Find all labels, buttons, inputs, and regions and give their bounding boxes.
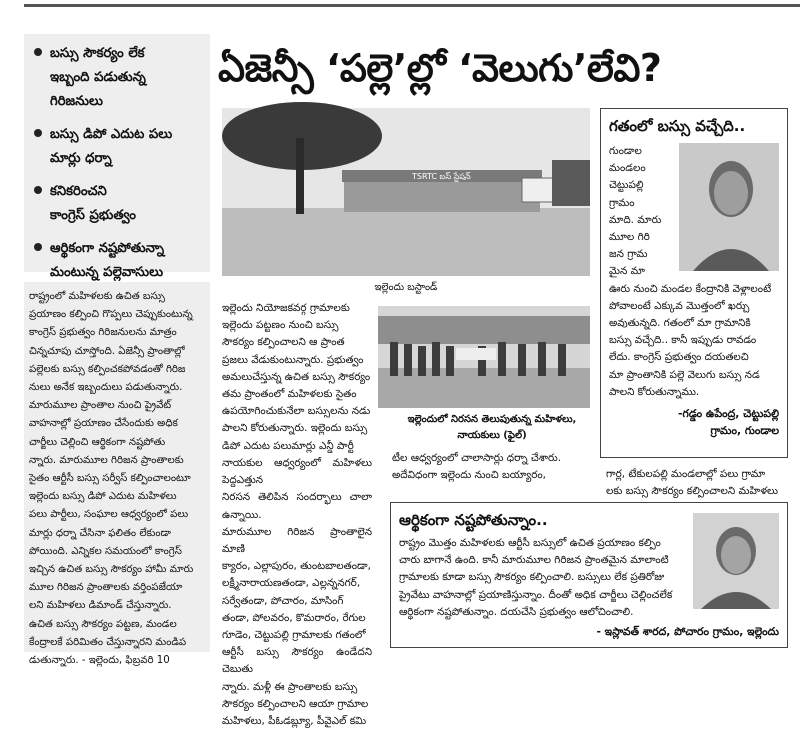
bus-stand-photo — [222, 108, 590, 276]
left-column-text: రాష్ట్రంలో మహిళలకు ఉచిత బస్సు ప్రయాణం కల్పించి గొప్పలు చెప్పుకుంటున్న కాంగ్రెస్ ప్రభుత్వం గిరిజనులను మాత్రం చిన్నచూపు చూస్తోంది. ఏజెన్సీ ప్రాంతాల్లో పల్లెలకు బస్సు కల్పించకపోవడంతో గిరిజ నులు అనేక ఇబ్బందులు పడుతున్నారు. మారుమూల ప్రాంతాల నుంచి ప్రైవేట్ వాహనాల్లో ప్రయాణం చేసేందుకు అధిక చార్జీలు చెల్లించి ఆర్థికంగా నష్టపోతు న్నారు. మారుమూల గిరిజన ప్రాంతాలకు సైతం ఆర్టీసీ బస్సు సర్వీస్ కల్పించాలంటూ ఇల్లెందు బస్సు డిపో ఎదుట మహిళలు పలు పార్టీలు, సంఘాల ఆధ్వర్యంలో పలు మార్లు ధర్నా చేసినా ఫలితం లేకుండా పోయింది. ఎన్నికల సమయంలో కాంగ్రెస్ ఇచ్చిన ఉచిత బస్సు సౌకర్యం హామీ మారు మూల గిరిజన ప్రాంతాలకు వర్తింపజేయా లని మహిళలు డిమాండ్ చేస్తున్నారు. ఉచిత బస్సు సౌకర్యం పట్టణ, మండల కేంద్రాలకే పరిమితం చేస్తున్నారని మండిప డుతున్నారు. - ఇల్లెందు, ఫిబ్రవరి 10 — [24, 282, 210, 652]
middle-column-bottom: నాయకుల ఆధ్వర్యంలో మహిళలు పెద్దఎత్తున నిరసన తెలిపిన సందర్భాలు చాలా ఉన్నాయి. మారుమూల గిరిజన ప్రాంతాలైన మాణి క్యారం, ఎల్లాపురం, తుంటబాలతండా, లక్ష్మీనారాయణతండా, ఎల్లన్ననగర్, సర్వేతండా, పోచారం, మాసింగ్ తండా, పోలవరం, కొమరారం, రేగుల గూడెం, చెట్టుపల్లి గ్రామాలకు గతంలో ఆర్టీసీ బస్సు సౌకర్యం ఉండేదని చెబుతు న్నారు. మళ్లీ ఈ ప్రాంతాలకు బస్సు సౌకర్యం కల్పించాలని ఆయా గ్రామాల మహిళలు, పీఓడబ్ల్యూ, పీవైఎల్ కమి — [222, 457, 372, 728]
box2-body: రాష్ట్రం మొత్తం మహిళలకు ఆర్టీసీ బస్సులో ఉచిత ప్రయాణం కల్పిం చారు బాగానే ఉంది. కానీ మారుమూల గిరిజన ప్రాంతమైన మాలాంటి గ్రామాలకు కూడా బస్సు సౌకర్యం కల్పించాలి. బస్సులు లేక ప్రతిరోజు ప్రైవేటు వాహనాల్లో ప్రయాణిస్తున్నాం. దీంతో అధిక చార్జీలు చెల్లించలేక ఆర్థికంగా నష్టపోతున్నాం. దయచేసి ప్రభుత్వం ఆలోచించాలి. — [399, 537, 673, 618]
right-continuation: గార్ల, టేకులపల్లి మండలాల్లో పలు గ్రామా లకు బస్సు సౌకర్యం కల్పించాలని మహిళలు — [606, 468, 778, 498]
box1-title: గతంలో బస్సు వచ్చేది.. — [609, 117, 746, 135]
box2-title: ఆర్థికంగా నష్టపోతున్నాం.. — [399, 511, 548, 529]
bullet-dot-icon — [34, 243, 42, 251]
portrait-sharada — [693, 513, 779, 609]
quote-box-upendra — [600, 108, 788, 458]
bullet-item: బస్సు డిపో ఎదుట పలు మార్లు ధర్నా — [34, 123, 204, 171]
bullet-item: కనికరించని కాంగ్రెస్ ప్రభుత్వం — [34, 180, 204, 228]
photo2-caption: ఇల్లెందులో నిరసన తెలుపుతున్న మహిళలు, నాయకులు (ఫైల్) — [407, 414, 577, 441]
box1-wrap-text: గుండాల మండలం చెట్టుపల్లి గ్రామం మాది. మారు మూల గిరి జన గ్రామ మైన మా — [609, 145, 662, 278]
bus-stand-sign: TSRTC బస్ స్టేషన్ — [412, 172, 471, 181]
bullet-summary — [24, 34, 210, 280]
bullet-dot-icon — [34, 48, 42, 56]
protest-photo — [378, 306, 590, 408]
bullet-dot-icon — [34, 186, 42, 194]
bullet-item: బస్సు సౌకర్యం లేక ఇబ్బంది పడుతున్న గిరిజనులు — [34, 42, 204, 114]
photo1-caption: ఇల్లెందు బస్టాండ్ — [374, 282, 438, 293]
box1-body: ఊరు నుంచి మండల కేంద్రానికి వెళ్లాలంటే పోవాలంటే ఎక్కువ మొత్తంలో ఖర్చు అవుతున్నది. గతంలో మా గ్రామానికి బస్సు వచ్చేది.. కానీ ఇప్పుడు రావడం లేదు. కాంగ్రెస్ ప్రభుత్వం దయతలచి మా ప్రాంతానికి పల్లె వెలుగు బస్సు నడ పాలని కోరుతున్నాము. — [609, 282, 772, 398]
quote-box-sharada — [390, 502, 788, 648]
middle-continuation: టీల ఆధ్వర్యంలో చాలాసార్లు ధర్నా చేశారు. అదేవిధంగా ఇల్లెందు నుంచి బయ్యారం, — [392, 452, 562, 482]
bullet-item: ఆర్థికంగా నష్టపోతున్నా మంటున్న పల్లెవాసులు — [34, 237, 204, 285]
box2-attribution: - ఇస్లావత్ శారద, పోచారం గ్రామం, ఇల్లెందు — [596, 625, 779, 639]
portrait-upendra — [679, 143, 779, 271]
box1-attribution: -గడ్డం ఉపేంద్ర, చెట్టుపల్లి గ్రామం, గుండాల — [678, 407, 779, 438]
headline: ఏజెన్సీ ‘పల్లె’ల్లో ‘వెలుగు’లేవి? — [218, 46, 662, 90]
middle-column-top: ఇల్లెందు నియోజకవర్గ గ్రామాలకు ఇల్లెందు పట్టణం నుంచి బస్సు సౌకర్యం కల్పించాలని ఆ ప్రాంత ప్రజలు వేడుకుంటున్నారు. ప్రభుత్వం అమలుచేస్తున్న ఉచిత బస్సు సౌకర్యం తమ ప్రాంతంలో మహిళలకు సైతం ఉపయోగించుకునేలా బస్సులను నడు పాలని కోరుతున్నారు. ఇల్లెందు బస్సు డిపో ఎదుట పలుమార్లు ఎన్డీ పార్టీ — [222, 302, 371, 452]
bullet-dot-icon — [34, 129, 42, 137]
top-rule — [24, 4, 800, 7]
